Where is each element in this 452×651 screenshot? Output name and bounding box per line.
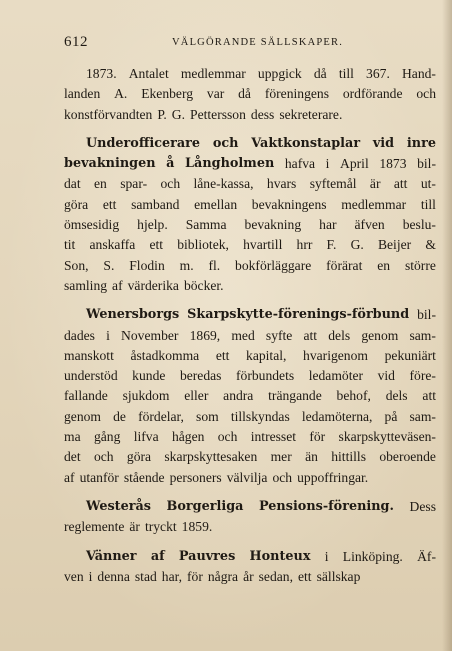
text-line <box>64 215 436 235</box>
word: äfven <box>354 217 385 233</box>
text-line <box>64 276 436 296</box>
text-line <box>64 407 436 427</box>
word: skarpskyttesaken <box>164 449 258 465</box>
word: för <box>309 429 326 445</box>
word: Linköping. <box>342 548 403 564</box>
word: hågen <box>171 429 205 445</box>
word: att <box>422 388 436 404</box>
word: ledamöterna, <box>301 408 373 424</box>
word: sedan, <box>258 568 293 584</box>
word: låne-kassa, <box>193 176 254 192</box>
word: Beijer <box>377 237 412 253</box>
word: mer <box>270 449 292 465</box>
word: lifva <box>133 429 159 445</box>
word: det <box>64 449 81 465</box>
word: tryckt <box>144 519 177 535</box>
word: dades <box>64 327 95 343</box>
word: Pettersson <box>190 106 246 122</box>
word: förärat <box>326 257 363 273</box>
word: tit <box>64 237 76 253</box>
word: Skarpskytte-förenings-förbund <box>187 307 410 323</box>
word: är <box>369 176 381 192</box>
text-line <box>64 346 436 366</box>
word: konstförvandten <box>64 106 153 122</box>
word: sam- <box>409 327 436 343</box>
word: värderika <box>127 277 179 293</box>
word: i <box>106 327 110 343</box>
word: och <box>160 176 181 192</box>
word: till <box>420 196 436 212</box>
word: Ekenberg <box>141 86 194 102</box>
text-line <box>64 468 436 488</box>
word: spar- <box>120 176 148 192</box>
word: på <box>384 408 398 424</box>
word: att <box>303 327 318 343</box>
word: Pensions-förening. <box>259 498 394 514</box>
word: före- <box>409 368 436 384</box>
page-number: 612 <box>64 34 88 50</box>
word: S. <box>103 257 115 273</box>
word: personers <box>169 469 222 485</box>
word: tillskyndas <box>230 408 290 424</box>
word: dels <box>385 388 408 404</box>
word: än <box>305 449 318 465</box>
paragraph <box>64 305 436 488</box>
word: Långholmen <box>185 156 275 172</box>
word: dess <box>250 106 275 122</box>
text-line <box>64 134 436 154</box>
word: Dess <box>409 498 436 514</box>
text-line <box>64 105 436 125</box>
word: ett <box>149 237 164 253</box>
word: och <box>212 135 239 151</box>
paragraph <box>64 497 436 538</box>
word: å <box>166 156 175 172</box>
word: manskott <box>64 347 114 363</box>
text-line <box>64 326 436 346</box>
text-line <box>64 567 436 587</box>
word: samband <box>131 196 180 212</box>
text-line <box>64 427 436 447</box>
text-line <box>64 195 436 215</box>
word: då <box>313 66 327 81</box>
text-line <box>64 174 436 194</box>
word: gång <box>93 429 121 445</box>
word: stad <box>134 568 157 584</box>
word: en <box>93 176 107 192</box>
page-edge-shadow <box>442 0 452 651</box>
word: hafva <box>284 156 316 172</box>
word: hvars <box>266 176 297 192</box>
word: ma <box>64 429 81 445</box>
word: November <box>121 327 179 343</box>
word: & <box>425 237 436 253</box>
word: sam- <box>409 408 436 424</box>
word: har, <box>161 568 183 584</box>
word: några <box>207 568 239 584</box>
word: medlemmar <box>180 66 246 81</box>
paragraph <box>64 547 436 588</box>
word: för <box>187 568 203 584</box>
word: anskaffa <box>89 237 136 253</box>
word: genom <box>64 408 101 424</box>
word: 1873. <box>86 66 117 81</box>
word: af <box>150 548 165 564</box>
word: att <box>393 176 408 192</box>
word: i <box>88 568 93 584</box>
word: bil- <box>417 307 436 323</box>
word: inre <box>406 135 436 151</box>
page-header <box>64 34 436 54</box>
word: göra <box>126 449 152 465</box>
word: genom <box>361 327 399 343</box>
word: kunde <box>132 368 166 384</box>
word: ett <box>298 568 312 584</box>
word: ordförande <box>342 86 403 102</box>
word: bevakningen <box>64 156 156 172</box>
word: P. <box>157 106 167 122</box>
word: fördelar, <box>138 408 184 424</box>
word: som <box>196 408 219 424</box>
word: G. <box>171 106 186 122</box>
word: skarpskytteväsen- <box>338 429 436 445</box>
word: stående <box>123 469 165 485</box>
word: i <box>324 548 329 564</box>
word: ömsesidig <box>64 217 120 233</box>
text-line <box>64 64 436 84</box>
word: af <box>112 277 123 293</box>
word: är <box>129 519 140 535</box>
running-head: VÄLGÖRANDE SÄLLSKAPER. <box>172 37 344 48</box>
word: understöd <box>64 368 118 384</box>
word: Westerås <box>86 498 151 514</box>
word: ett <box>102 196 117 212</box>
word: större <box>404 257 436 273</box>
word: Honteux <box>249 548 311 564</box>
text-line <box>64 235 436 255</box>
word: har <box>319 217 337 233</box>
word: Wenersborgs <box>86 307 180 323</box>
word: Äf- <box>417 548 436 564</box>
word: bevakning <box>244 217 302 233</box>
word: emellan <box>194 196 238 212</box>
word: bevakningens <box>251 196 327 212</box>
word: uppoffringar. <box>297 469 369 485</box>
word: och <box>272 469 293 485</box>
word: och <box>93 449 114 465</box>
word: bibliotek, <box>177 237 229 253</box>
word: hittills <box>331 449 366 465</box>
word: välvilja <box>226 469 268 485</box>
word: fallande <box>64 388 108 404</box>
word: af <box>64 469 75 485</box>
paragraph-gap <box>64 488 436 497</box>
word: oberoende <box>379 449 436 465</box>
word: de <box>113 408 126 424</box>
word: medlemmar <box>341 196 407 212</box>
body-text <box>64 64 436 587</box>
paragraph-gap <box>64 296 436 305</box>
word: Son, <box>64 257 89 273</box>
text-line <box>64 447 436 467</box>
word: sekreterare. <box>279 106 343 122</box>
word: beredas <box>179 368 222 384</box>
word: 1873 <box>379 156 407 172</box>
paragraph <box>64 134 436 296</box>
word: år <box>243 568 254 584</box>
word: vid <box>372 135 395 151</box>
word: var <box>206 86 225 102</box>
text-line <box>64 305 436 325</box>
word: intresset <box>250 429 297 445</box>
word: F. <box>326 237 337 253</box>
text-line <box>64 547 436 567</box>
word: sjukdom <box>122 388 170 404</box>
word: 1869, <box>189 327 221 343</box>
word: reglemente <box>64 519 125 535</box>
word: G. <box>350 237 364 253</box>
word: 1859. <box>181 519 213 535</box>
word: behof, <box>336 388 371 404</box>
word: ledamöter <box>308 368 364 384</box>
text-line <box>64 517 436 537</box>
word: Antalet <box>128 66 169 81</box>
word: m. <box>179 257 194 273</box>
word: bil- <box>417 156 436 172</box>
word: till <box>338 66 354 81</box>
paragraph-gap <box>64 538 436 547</box>
word: samling <box>64 277 108 293</box>
word: kapital, <box>246 347 287 363</box>
word: 367. <box>366 66 390 81</box>
word: A. <box>114 86 128 102</box>
word: i <box>325 156 330 172</box>
word: landen <box>64 86 101 102</box>
word: dels <box>328 327 351 343</box>
word: ett <box>215 347 230 363</box>
word: ut- <box>420 176 436 192</box>
word: syfte <box>265 327 293 343</box>
word: hvartill <box>243 237 283 253</box>
text-line <box>64 497 436 517</box>
word: och <box>217 429 238 445</box>
word: Pauvres <box>178 548 236 564</box>
word: Borgerliga <box>166 498 244 514</box>
word: hjelp. <box>137 217 168 233</box>
word: andra <box>223 388 254 404</box>
word: med <box>231 327 255 343</box>
word: åstadkomma <box>130 347 200 363</box>
word: hrr <box>296 237 313 253</box>
word: Vänner <box>86 548 137 564</box>
word: Underofficerare <box>86 135 201 151</box>
word: utanför <box>79 469 119 485</box>
word: göra <box>64 196 89 212</box>
word: uppgick <box>257 66 302 81</box>
word: vid <box>377 368 395 384</box>
text-line <box>64 386 436 406</box>
word: då <box>238 86 251 102</box>
text-line <box>64 154 436 174</box>
word: en <box>377 257 391 273</box>
word: pekuniärt <box>384 347 436 363</box>
word: trängande <box>268 388 322 404</box>
word: förbundets <box>236 368 295 384</box>
word: och <box>416 86 436 102</box>
word: föreningens <box>264 86 329 102</box>
word: syftemål <box>309 176 357 192</box>
word: denna <box>97 568 130 584</box>
word: böcker. <box>183 277 224 293</box>
word: Vaktkonstaplar <box>251 135 361 151</box>
text-line <box>64 84 436 104</box>
text-line <box>64 256 436 276</box>
word: eller <box>184 388 209 404</box>
word: April <box>340 156 369 172</box>
word: dat <box>64 176 81 192</box>
word: sällskap <box>316 568 361 584</box>
word: hvarigenom <box>303 347 368 363</box>
word: Hand- <box>401 66 436 81</box>
paragraph-gap <box>64 125 436 134</box>
word: beslu- <box>402 217 436 233</box>
word: Samma <box>185 217 227 233</box>
word: Flodin <box>129 257 165 273</box>
word: ven <box>64 568 84 584</box>
word: bokförläggare <box>235 257 312 273</box>
paragraph <box>64 64 436 125</box>
word: fl. <box>208 257 221 273</box>
text-line <box>64 366 436 386</box>
